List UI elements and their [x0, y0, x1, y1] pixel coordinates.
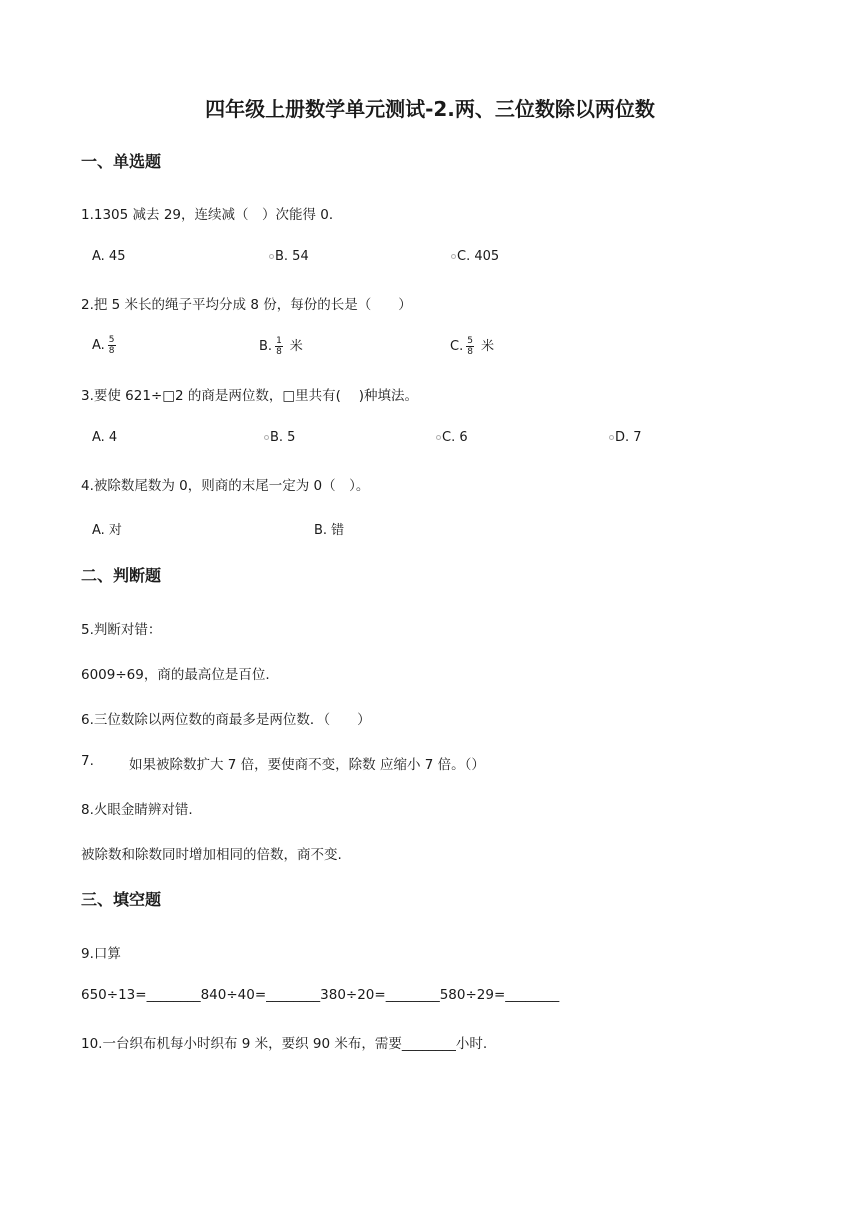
option-marker-icon: [609, 435, 614, 440]
q1-option-c: C. 405: [451, 249, 499, 264]
q3-option-c: C. 6: [436, 430, 468, 445]
q1-option-b: B. 54: [269, 249, 309, 264]
question-5-statement: 6009÷69，商的最高位是百位.: [81, 667, 270, 683]
q3-option-d: D. 7: [609, 430, 642, 445]
q3-option-b: B. 5: [264, 430, 295, 445]
question-2: 2.把 5 米长的绳子平均分成 8 份，每份的长是（ ）: [81, 297, 412, 313]
q4-option-a: A. 对: [92, 523, 122, 538]
question-10: 10.一台织布机每小时织布 9 米，要织 90 米布，需要________小时.: [81, 1036, 488, 1052]
q4-option-b: B. 错: [314, 523, 345, 538]
question-1: 1.1305 减去 29，连续减（ ）次能得 0．: [81, 207, 343, 223]
fraction: $\frac{5}{8}$: [108, 335, 115, 356]
question-8-statement: 被除数和除数同时增加相同的倍数，商不变.: [81, 847, 342, 863]
question-7: 如果被除数扩大 7 倍，要使商不变，除数 应缩小 7 倍。（）: [129, 757, 485, 773]
q2-option-c: C. $\frac{5}{8}$ 米: [450, 336, 494, 357]
question-3: 3.要使 621÷□2 的商是两位数，□里共有( )种填法。: [81, 388, 418, 404]
option-marker-icon: [269, 254, 274, 259]
question-9: 9.口算: [81, 946, 121, 962]
fraction: $\frac{1}{8}$: [276, 336, 282, 357]
q2-option-b: B. $\frac{1}{8}$ 米: [259, 336, 303, 357]
option-marker-icon: [451, 254, 456, 259]
q1-option-a: A. 45: [92, 249, 126, 264]
section-heading-fill-in: 三、填空题: [81, 890, 162, 909]
section-heading-true-false: 二、判断题: [81, 566, 162, 585]
q3-option-a: A. 4: [92, 430, 118, 445]
section-heading-single-choice: 一、单选题: [81, 152, 162, 171]
question-5: 5.判断对错：: [81, 622, 162, 638]
page-title: 四年级上册数学单元测试-2.两、三位数除以两位数: [205, 97, 655, 121]
fraction: $\frac{5}{8}$: [467, 336, 473, 357]
option-marker-icon: [436, 435, 441, 440]
question-8: 8.火眼金睛辨对错.: [81, 802, 193, 818]
question-4: 4.被除数尾数为 0，则商的末尾一定为 0（ ）。: [81, 478, 370, 494]
question-6: 6.三位数除以两位数的商最多是两位数．（ ）: [81, 712, 371, 728]
question-7-number: 7.: [81, 753, 94, 769]
option-marker-icon: [264, 435, 269, 440]
q2-option-a: A. $\frac{5}{8}$: [92, 335, 115, 356]
question-9-calculations: 650÷13=________840÷40=________380÷20=________580÷29=________: [81, 987, 560, 1003]
